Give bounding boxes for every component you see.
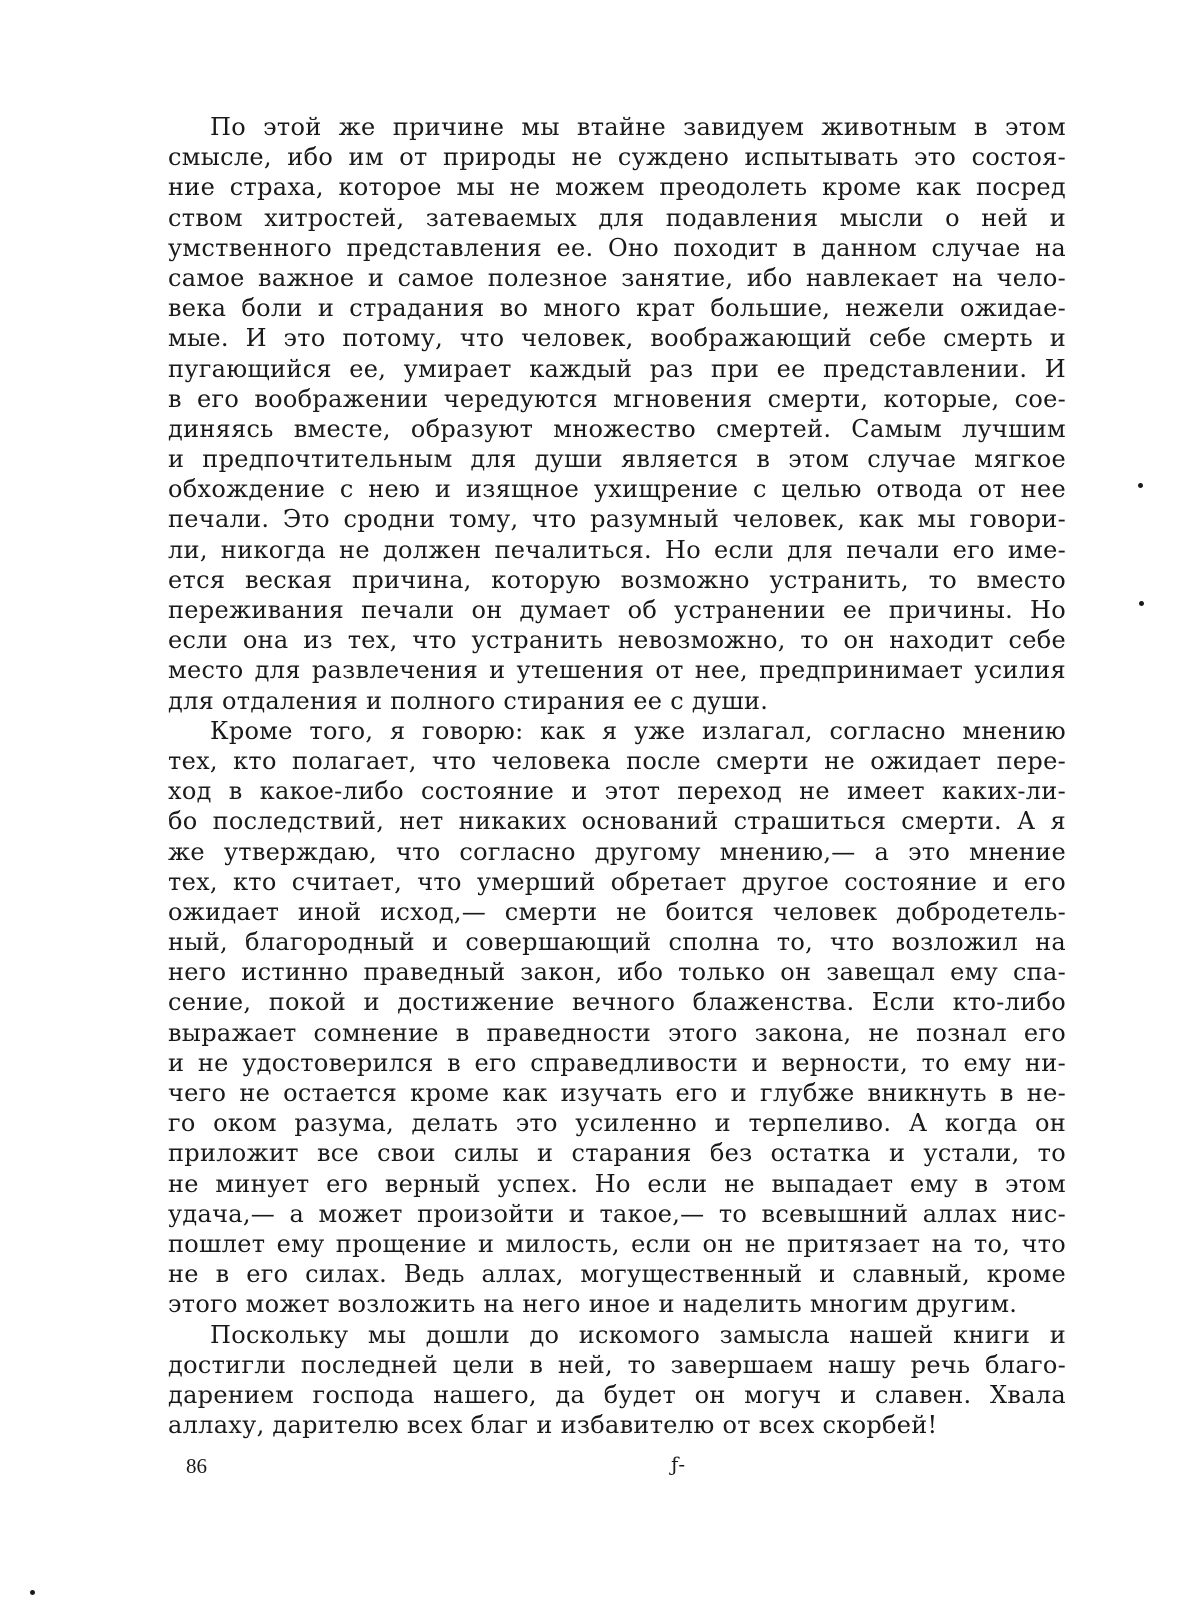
- text-line: мые. И это потому, что человек, воображающий себе смерть и: [168, 324, 1066, 353]
- text-line: тех, кто считает, что умерший обретает другое состояние и его: [168, 867, 1066, 896]
- text-line: ход в какое-либо состояние и этот переход не имеет каких-ли-: [168, 777, 1066, 806]
- text-line: ется веская причина, которую возможно устранить, то вместо: [168, 565, 1066, 594]
- body-text: [168, 112, 1066, 1440]
- text-line: не минует его верный успех. Но если не выпадает ему в этом: [168, 1169, 1066, 1198]
- text-line: удача,— а может произойти и такое,— то всевышний аллах нис-: [168, 1199, 1066, 1228]
- text-line: диняясь вместе, образуют множество смертей. Самым лучшим: [168, 414, 1066, 443]
- text-line: ли, никогда не должен печалиться. Но если для печали его име-: [168, 535, 1066, 564]
- text-line: ние страха, которое мы не можем преодолеть кроме как посред: [168, 173, 1066, 202]
- printer-mark: ƒ-: [671, 1452, 686, 1476]
- text-line: в его воображении чередуются мгновения смерти, которые, сое-: [168, 384, 1066, 413]
- text-line: аллаху, дарителю всех благ и избавителю от всех скорбей!: [168, 1411, 938, 1440]
- text-line: чего не остается кроме как изучать его и глубже вникнуть в не-: [168, 1079, 1066, 1107]
- text-line: пошлет ему прощение и милость, если он не притязает на то, что: [168, 1229, 1066, 1258]
- text-line: печали. Это сродни тому, что разумный человек, как мы говори-: [168, 505, 1066, 534]
- page-number: 86: [186, 1454, 207, 1478]
- scan-speck: [1139, 601, 1144, 606]
- text-line: выражает сомнение в праведности этого закона, не познал его: [168, 1018, 1066, 1047]
- text-line: самое важное и самое полезное занятие, ибо навлекает на чело-: [168, 263, 1066, 292]
- text-line: По этой же причине мы втайне завидуем животным в этом: [210, 113, 1066, 141]
- text-line: го оком разума, делать это усиленно и терпеливо. А когда он: [168, 1109, 1066, 1138]
- text-line: сение, покой и достижение вечного блаженства. Если кто-либо: [168, 988, 1066, 1017]
- text-line: если она из тех, что устранить невозможно, то он находит себе: [168, 626, 1066, 655]
- scan-speck: [30, 1590, 35, 1595]
- text-line: Кроме того, я говорю: как я уже излагал, согласно мнению: [210, 716, 1066, 745]
- text-line: пугающийся ее, умирает каждый раз при ее представлении. И: [168, 354, 1066, 383]
- text-line: достигли последней цели в ней, то завершаем нашу речь благо-: [168, 1350, 1066, 1379]
- text-line: этого может возложить на него иное и наделить многим другим.: [168, 1290, 1018, 1319]
- text-line: умственного представления ее. Оно походит в данном случае на: [168, 233, 1066, 262]
- text-line: дарением господа нашего, да будет он могуч и славен. Хвала: [168, 1380, 1066, 1409]
- text-line: для отдаления и полного стирания ее с души.: [168, 686, 769, 715]
- text-line: смысле, ибо им от природы не суждено испытывать это состоя-: [168, 143, 1066, 172]
- text-line: и не удостоверился в его справедливости и верности, то ему ни-: [168, 1048, 1066, 1077]
- scan-speck: [1138, 483, 1143, 488]
- text-line: место для развлечения и утешения от нее, предпринимает усилия: [168, 656, 1066, 685]
- text-line: Поскольку мы дошли до искомого замысла нашей книги и: [210, 1320, 1066, 1349]
- text-line: переживания печали он думает об устранении ее причины. Но: [168, 596, 1066, 624]
- text-line: бо последствий, нет никаких оснований страшиться смерти. А я: [168, 807, 1066, 836]
- text-line: обхождение с нею и изящное ухищрение с целью отвода от нее: [168, 475, 1066, 504]
- text-line: ный, благородный и совершающий сполна то, что возложил на: [168, 928, 1066, 957]
- text-line: века боли и страдания во много крат большие, нежели ожидае-: [168, 294, 1066, 323]
- text-line: тех, кто полагает, что человека после смерти не ожидает пере-: [168, 746, 1066, 775]
- text-line: приложит все свои силы и старания без остатка и устали, то: [168, 1139, 1066, 1168]
- text-line: же утверждаю, что согласно другому мнению,— а это мнение: [168, 837, 1066, 866]
- text-line: него истинно праведный закон, ибо только он завещал ему спа-: [168, 958, 1066, 987]
- text-line: ством хитростей, затеваемых для подавления мысли о ней и: [168, 203, 1066, 232]
- text-line: ожидает иной исход,— смерти не боится человек добродетель-: [168, 897, 1066, 926]
- text-line: и предпочтительным для души является в этом случае мягкое: [168, 445, 1066, 474]
- text-line: не в его силах. Ведь аллах, могущественный и славный, кроме: [168, 1260, 1066, 1289]
